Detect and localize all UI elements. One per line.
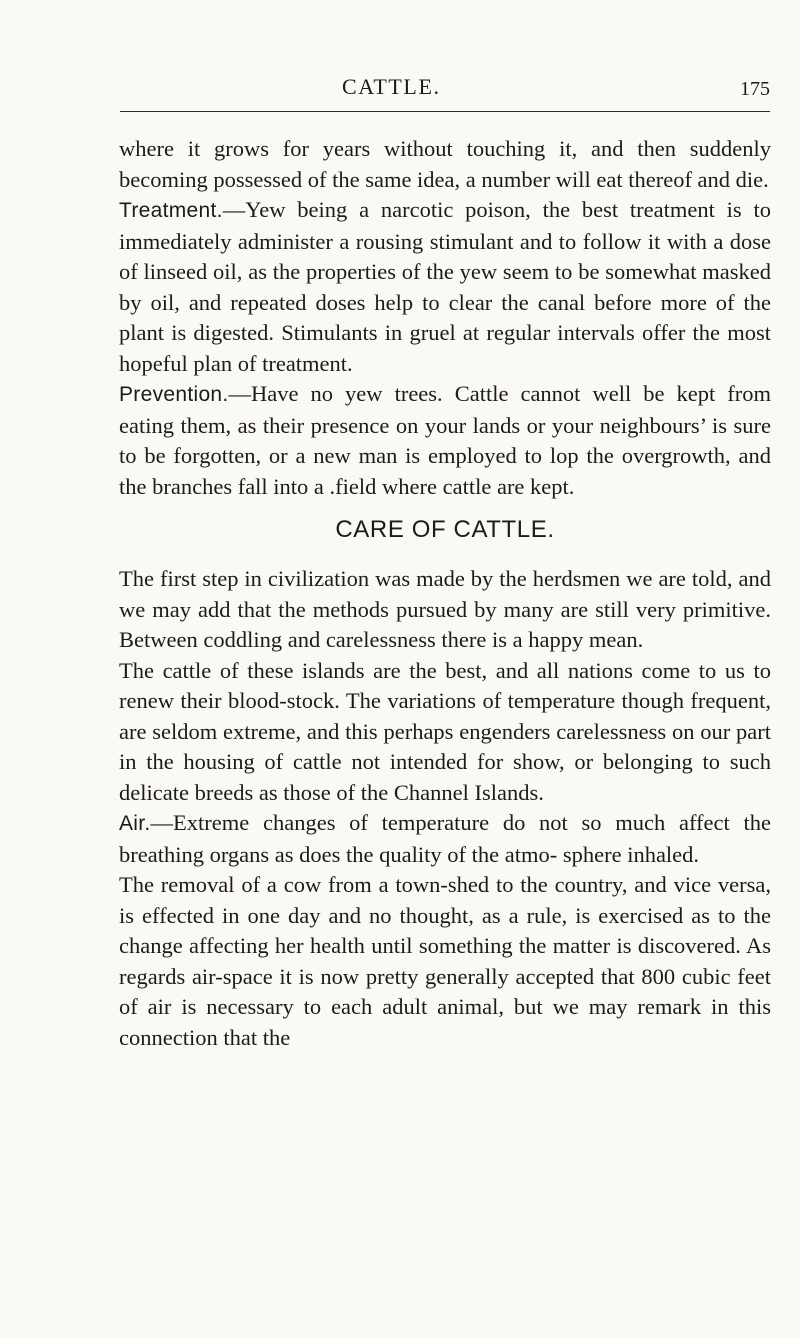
header-rule — [120, 111, 770, 112]
paragraph-first-step: The first step in civilization was made by the herdsmen we are told, and we may add that the methods pursued by many are still very primitive. Between coddling and carelessness there is a happy mean. — [119, 566, 771, 652]
prevention-text: —Have no yew trees. Cattle cannot well be kept from eating them, as their presence on your lands or your neighbours’ is sure to be forgotten, or a new man is employed to lop the overgrowth, and the branches fall into a .field where cattle are kept. — [119, 381, 771, 499]
sidehead-air: Air. — [119, 812, 151, 835]
paragraph-air — [119, 808, 771, 870]
body-text — [119, 134, 771, 1053]
paragraph-prevention — [119, 379, 771, 502]
air-text: —Extreme changes of temperature do not so much affect the breathing organs as does the quality of the atmo- sphere inhaled. — [119, 810, 771, 867]
treatment-text: —Yew being a narcotic poison, the best treatment is to immediately administer a rousing stimulant and to follow it with a dose of linseed oil, as the properties of the yew seem to be somewhat masked by oil, and repeated doses help to clear the canal before more of the plant is digested. Stimulants in gruel at regular intervals offer the most hopeful plan of treatment. — [119, 197, 771, 376]
paragraph-continuation: where it grows for years without touching it, and then suddenly becoming possessed of the same idea, a number will eat thereof and die. — [119, 136, 771, 192]
paragraph-removal: The removal of a cow from a town-shed to the country, and vice versa, is effected in one day and no thought, as a rule, is exercised as to the change affecting her health until something the matter is discovered. As regards air-space it is now pretty generally accepted that 800 cubic feet of air is necessary to each adult animal, but we may remark in this connection that the — [119, 872, 771, 1050]
section-heading: CARE OF CATTLE. — [335, 516, 555, 543]
page-number: 175 — [740, 78, 770, 100]
sidehead-treatment: Treatment. — [119, 199, 223, 222]
sidehead-prevention: Prevention. — [119, 383, 229, 406]
paragraph-treatment — [119, 195, 771, 379]
running-title: CATTLE. — [342, 74, 441, 99]
paragraph-islands: The cattle of these islands are the best, and all nations come to us to renew their blood-stock. The variations of temperature though frequent, are seldom extreme, and this perhaps engenders carelessness on our part in the housing of cattle not intended for show, or belonging to such delicate breeds as those of the Channel Islands. — [119, 657, 771, 805]
running-head — [120, 74, 770, 114]
